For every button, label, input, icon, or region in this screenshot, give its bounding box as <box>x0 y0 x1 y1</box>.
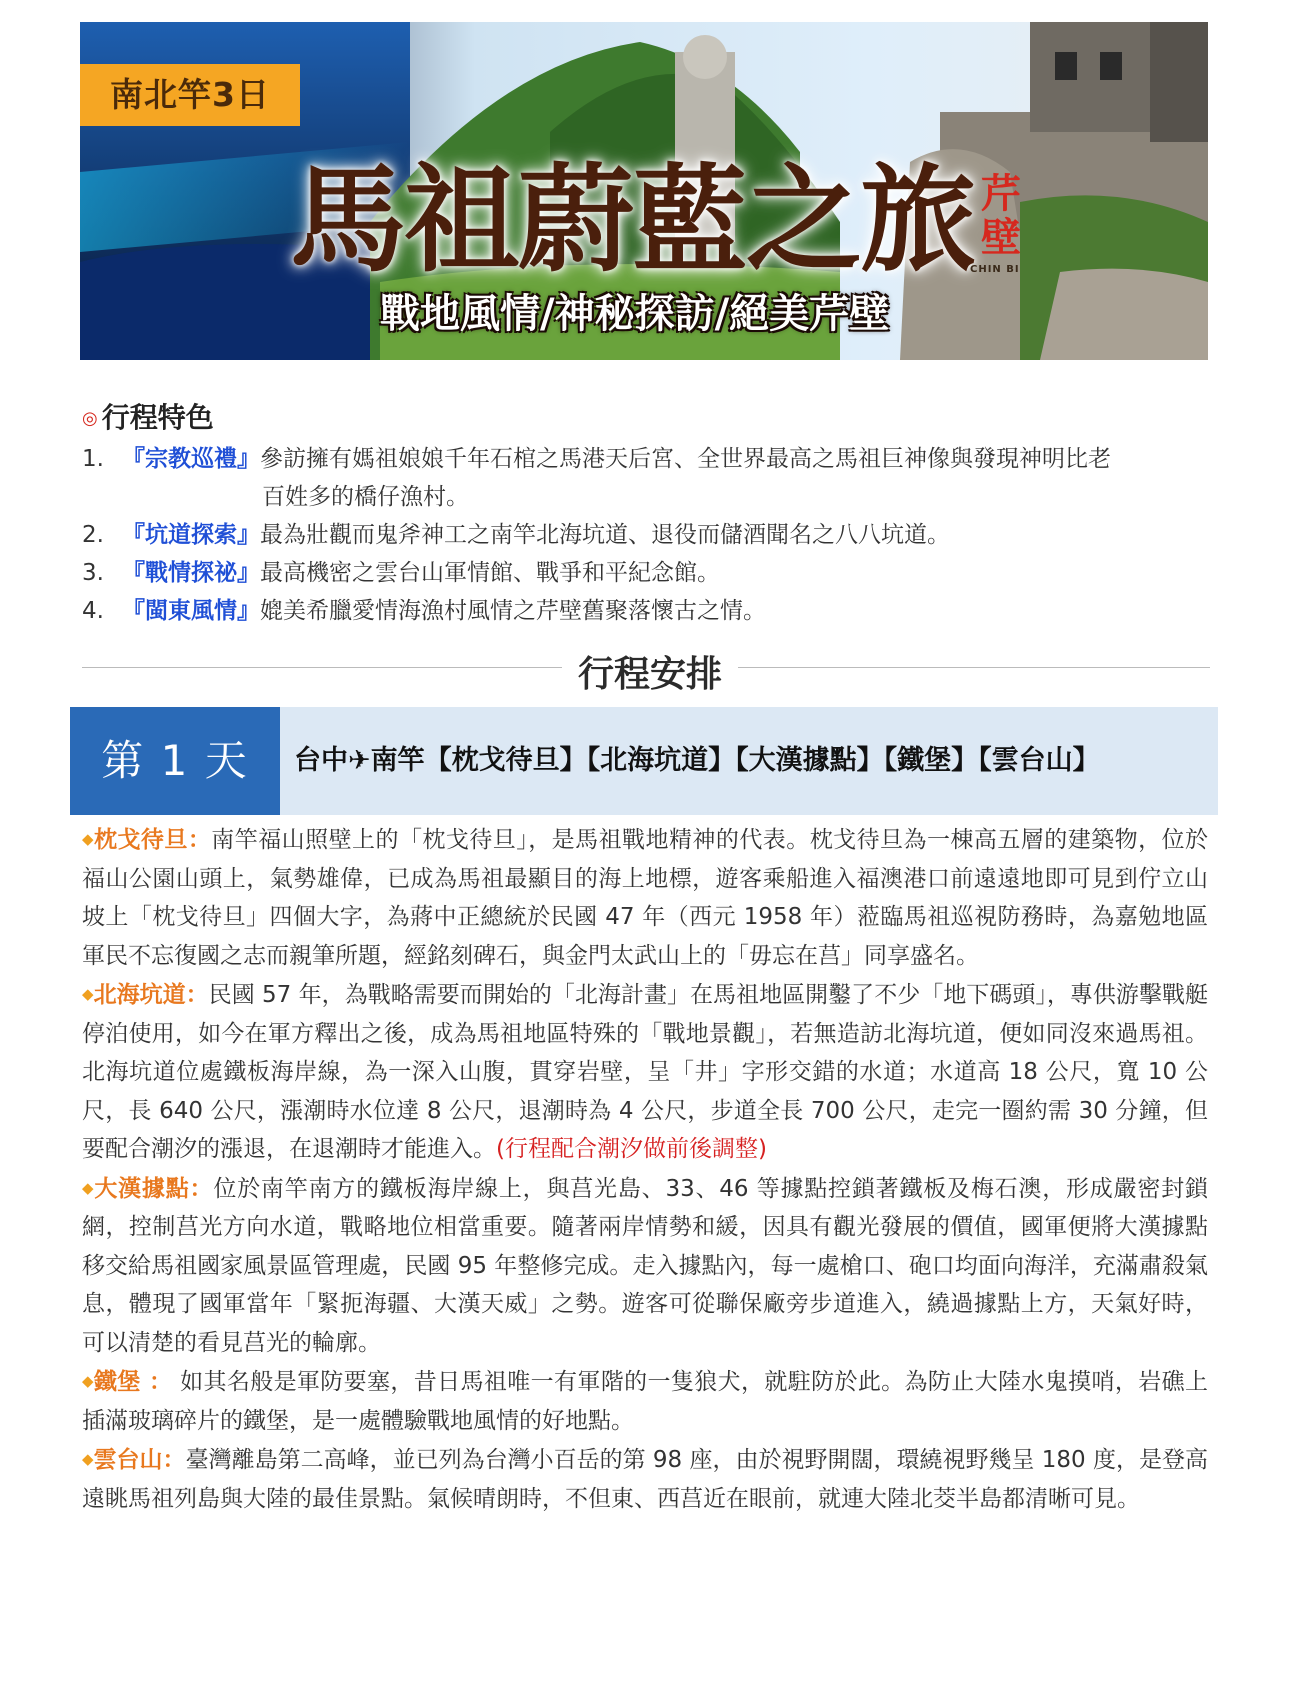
diamond-icon: ◆ <box>82 1450 94 1468</box>
day-header <box>70 707 1218 815</box>
feature-keyword: 『坑道探索』 <box>122 522 260 548</box>
trip-duration-tag: 南北竿3日 <box>80 64 300 126</box>
divider-left <box>82 667 562 668</box>
feature-text-continued: 百姓多的橋仔漁村。 <box>262 484 469 510</box>
diamond-icon: ◆ <box>82 1372 94 1390</box>
banner-subtitle: 戰地風情/神秘探訪/絕美芹壁 <box>380 291 890 337</box>
feature-item <box>82 440 1212 516</box>
attraction-note: (行程配合潮汐做前後調整) <box>496 1136 767 1162</box>
diamond-icon: ◆ <box>82 1178 95 1197</box>
section-title: 行程安排 <box>577 653 722 695</box>
feature-number: 1. <box>82 446 104 472</box>
feature-number: 4. <box>82 598 104 624</box>
attraction-name: 雲台山： <box>93 1447 186 1473</box>
attraction-name: 大漢據點： <box>94 1175 214 1202</box>
attraction-description: 臺灣離島第二高峰，並已列為台灣小百岳的第 98 座，由於視野開闊，環繞視野幾呈 180 度，是登高遠眺馬祖列島與大陸的最佳景點。氣候晴朗時，不但東、西莒近在眼前，就連大陸北茭半島都清晰可見。 <box>82 1447 1209 1512</box>
attraction-description: 位於南竿南方的鐵板海岸線上，與莒光島、33、46 等據點控鎖著鐵板及梅石澳，形成嚴密封鎖網，控制莒光方向水道，戰略地位相當重要。隨著兩岸情勢和緩，因具有觀光發展的價值，國軍便將大漢據點移交給馬祖國家風景區管理處，民國 95 年整修完成。走入據點內，每一處槍口、砲口均面向海洋，充滿肅殺氣息，體現了國軍當年「緊扼海疆、大漢天威」之勢。遊客可從聯保廠旁步道進入，繞過據點上方，天氣好時，可以清楚的看見莒光的輪廓。 <box>82 1175 1208 1356</box>
attraction-name: 枕戈待旦： <box>94 827 212 853</box>
feature-number: 3. <box>82 560 104 586</box>
feature-item <box>82 554 1212 592</box>
features-heading <box>82 396 214 436</box>
attraction-description: 南竿福山照壁上的「枕戈待旦」，是馬祖戰地精神的代表。枕戈待旦為一棟高五層的建築物，位於福山公園山頭上，氣勢雄偉，已成為馬祖最顯目的海上地標，遊客乘船進入福澳港口前遠遠地即可見到佇立山坡上「枕戈待旦」四個大字，為蔣中正總統於民國 47 年（西元 1958 年）蒞臨馬祖巡視防務時，為嘉勉地區軍民不忘復國之志而親筆所題，經銘刻碑石，與金門太武山上的「毋忘在莒」同享盛名。 <box>82 827 1209 969</box>
feature-keyword: 『閩東風情』 <box>122 598 260 624</box>
attraction-paragraph <box>82 975 1208 1169</box>
day-badge: 第 1 天 <box>70 707 280 815</box>
feature-item <box>82 516 1212 554</box>
attraction-name: 鐵堡 ： <box>93 1369 173 1395</box>
attraction-paragraph <box>82 1362 1208 1440</box>
feature-keyword: 『宗教巡禮』 <box>122 446 260 472</box>
feature-text: 最高機密之雲台山軍情館、戰爭和平紀念館。 <box>260 560 720 586</box>
diamond-icon: ◆ <box>82 985 94 1003</box>
attraction-paragraph <box>82 820 1208 975</box>
attraction-paragraph <box>82 1169 1208 1363</box>
feature-text: 最為壯觀而鬼斧神工之南竿北海坑道、退役而儲酒聞名之八八坑道。 <box>260 522 950 548</box>
feature-keyword: 『戰情探祕』 <box>122 560 260 586</box>
features-heading-text: 行程特色 <box>101 401 214 434</box>
attraction-paragraph <box>82 1440 1208 1518</box>
day-route: 台中✈南竿【枕戈待旦】【北海坑道】【大漢據點】【鐵堡】【雲台山】 <box>294 745 1100 776</box>
hero-banner <box>80 22 1208 360</box>
seal-text: 芹壁 <box>981 170 1021 261</box>
feature-text: 媲美希臘愛情海漁村風情之芹壁舊聚落懷古之情。 <box>260 598 766 624</box>
feature-text: 參訪擁有媽祖娘娘千年石棺之馬港天后宮、全世界最高之馬祖巨神像與發現神明比老 <box>260 446 1111 472</box>
itinerary-content <box>82 820 1208 1518</box>
diamond-icon: ◆ <box>82 830 94 848</box>
feature-item <box>82 592 1212 630</box>
bullet-icon: ◎ <box>82 408 98 429</box>
attraction-description: 民國 57 年，為戰略需要而開始的「北海計畫」在馬祖地區開鑿了不少「地下碼頭」，專供游擊戰艇停泊使用，如今在軍方釋出之後，成為馬祖地區特殊的「戰地景觀」，若無造訪北海坑道，便如同沒來過馬祖。北海坑道位處鐵板海岸線，為一深入山腹，貫穿岩壁，呈「井」字形交錯的水道；水道高 18 公尺，寬 10 公尺，長 640 公尺，漲潮時水位達 8 公尺，退潮時為 4 公尺，步道全長 700 公尺，走完一圈約需 30 分鐘，但要配合潮汐的漲退，在退潮時才能進入。 <box>82 982 1208 1162</box>
banner-title: 馬祖蔚藍之旅 <box>290 152 974 288</box>
attraction-name: 北海坑道： <box>93 982 209 1008</box>
feature-number: 2. <box>82 522 104 548</box>
seal-caption: CHIN BI <box>970 264 1020 275</box>
attraction-description: 如其名般是軍防要塞，昔日馬祖唯一有軍階的一隻狼犬，就駐防於此。為防止大陸水鬼摸哨，岩礁上插滿玻璃碎片的鐵堡，是一處體驗戰地風情的好地點。 <box>82 1369 1208 1434</box>
divider-right <box>738 667 1210 668</box>
